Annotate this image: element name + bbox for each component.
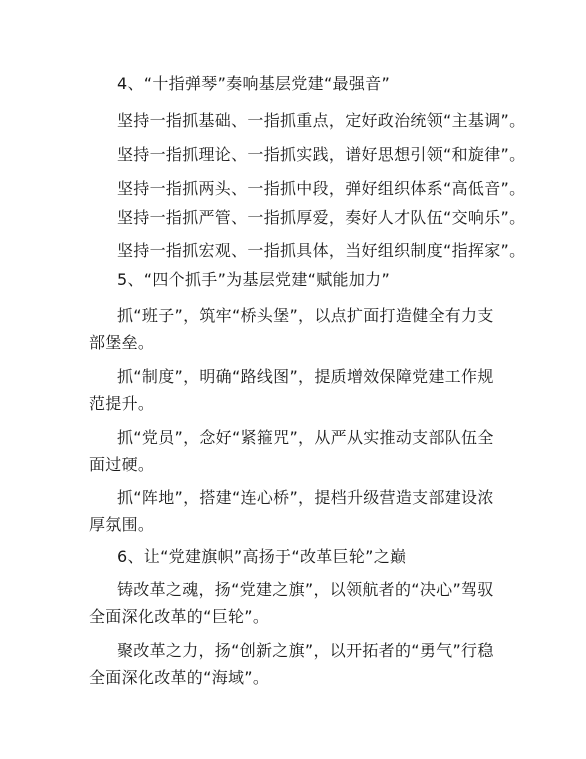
- paragraph-line: 坚持一指抓宏观、一指抓具体，当好组织制度“指挥家”。: [117, 241, 526, 260]
- paragraph-line: 坚持一指抓理论、一指抓实践，谱好思想引领“和旋律”。: [117, 145, 526, 164]
- paragraph-line: 全面深化改革的“巨轮”。: [89, 607, 270, 626]
- paragraph-line: 厚氛围。: [89, 515, 155, 534]
- paragraph-line: 聚改革之力，扬“创新之旗”，以开拓者的“勇气”行稳: [117, 641, 494, 660]
- paragraph-line: 全面深化改革的“海域”。: [89, 668, 270, 687]
- paragraph-line: 坚持一指抓两头、一指抓中段，弹好组织体系“高低音”。: [117, 179, 526, 198]
- paragraph-line: 抓“阵地”，搭建“连心桥”，提档升级营造支部建设浓: [117, 488, 494, 507]
- section-heading-4: 4、“十指弹琴”奏响基层党建“最强音”: [117, 74, 391, 93]
- paragraph-line: 范提升。: [89, 394, 155, 413]
- paragraph-line: 铸改革之魂，扬“党建之旗”，以领航者的“决心”驾驭: [117, 580, 494, 599]
- paragraph-line: 坚持一指抓严管、一指抓厚爱，奏好人才队伍“交响乐”。: [117, 208, 526, 227]
- paragraph-line: 面过硬。: [89, 455, 155, 474]
- section-heading-6: 6、让“党建旗帜”高扬于“改革巨轮”之巅: [117, 547, 407, 566]
- section-heading-5: 5、“四个抓手”为基层党建“赋能加力”: [117, 270, 391, 289]
- paragraph-line: 坚持一指抓基础、一指抓重点，定好政治统领“主基调”。: [117, 111, 526, 130]
- paragraph-line: 抓“班子”，筑牢“桥头堡”，以点扩面打造健全有力支: [117, 306, 494, 325]
- paragraph-line: 部堡垒。: [89, 333, 155, 352]
- paragraph-line: 抓“制度”，明确“路线图”，提质增效保障党建工作规: [117, 367, 494, 386]
- paragraph-line: 抓“党员”，念好“紧箍咒”，从严从实推动支部队伍全: [117, 428, 494, 447]
